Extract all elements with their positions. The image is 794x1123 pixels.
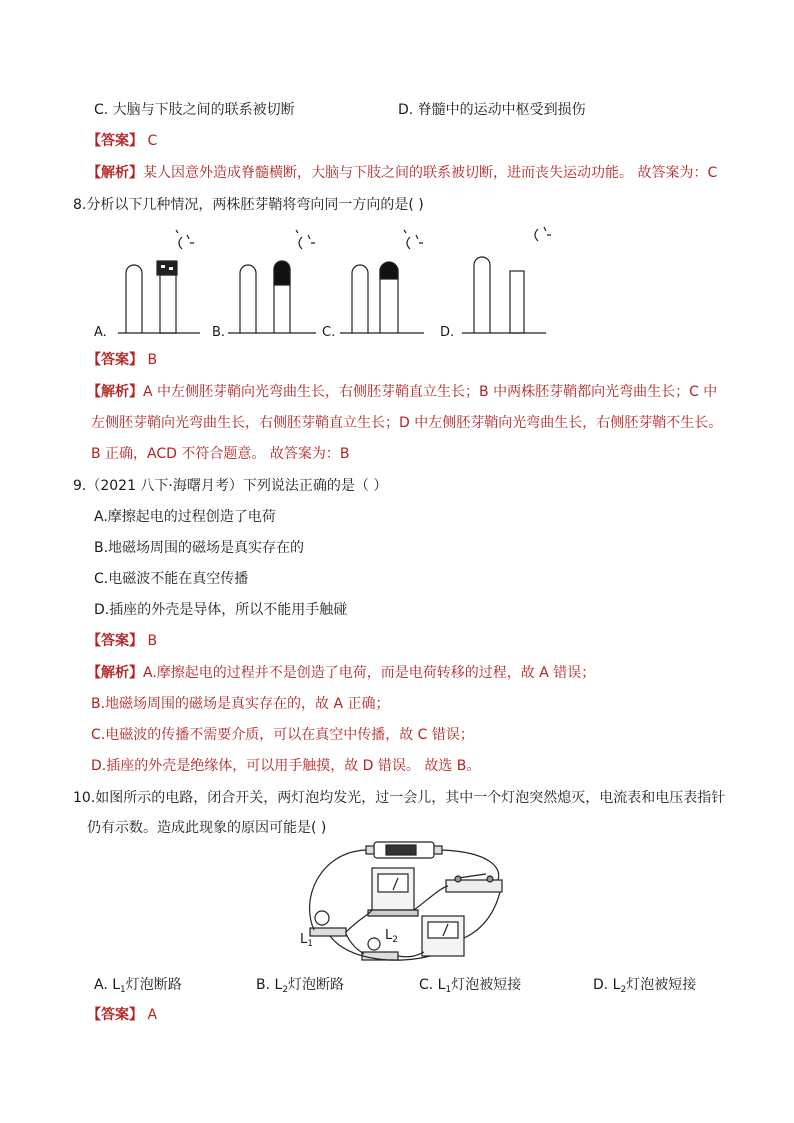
circuit-figure — [290, 838, 510, 966]
answer-label: 【答案】 — [87, 1007, 143, 1023]
q10-option-b: B. $L_2$灯泡断路 — [256, 977, 345, 995]
analysis-label: 【解析】 — [87, 665, 143, 681]
wire — [310, 850, 366, 930]
q8-answer — [87, 350, 157, 370]
wire — [398, 952, 424, 957]
answer-label: 【答案】 — [87, 352, 143, 368]
q9-answer — [87, 631, 157, 651]
wire — [464, 892, 500, 938]
q7-option-c: C. 大脑与下肢之间的联系被切断 — [94, 102, 295, 118]
answer-value: B — [147, 633, 158, 649]
analysis-label: 【解析】 — [87, 165, 143, 181]
figure-label-c: C. — [322, 325, 336, 340]
q8-analysis-line1 — [87, 382, 717, 402]
q10-question-line2: 仍有示数。造成此现象的原因可能是( ) — [87, 820, 327, 836]
switch — [446, 874, 502, 892]
q10-answer — [87, 1005, 157, 1025]
q10-option-d: D. $L_2$灯泡被短接 — [593, 977, 697, 995]
q9-option-d: D.插座的外壳是导体，所以不能用手触碰 — [94, 602, 348, 618]
q10-question-line1: 10.如图所示的电路，闭合开关，两灯泡均发光，过一会儿，其中一个灯泡突然熄灭，电流表和电压表指针 — [73, 790, 726, 806]
q9-analysis-line2: B.地磁场周围的磁场是真实存在的，故 A 正确； — [91, 696, 390, 712]
q9-question: 9.（2021 八下·海曙月考）下列说法正确的是（ ） — [73, 478, 388, 494]
figure-label-b: B. — [212, 325, 226, 340]
q8-analysis-line3: B 正确，ACD 不符合题意。 故答案为：B — [91, 446, 350, 462]
wire — [414, 886, 448, 910]
q9-analysis-line3: C.电磁波的传播不需要介质，可以在真空中传播，故 C 错误； — [91, 727, 474, 743]
answer-label: 【答案】 — [87, 633, 143, 649]
q9-option-c: C.电磁波不能在真空传播 — [94, 571, 249, 587]
circuit-label-l2: $L_2$ — [385, 928, 398, 945]
q9-option-a: A.摩擦起电的过程创造了电荷 — [94, 509, 276, 525]
q9-analysis-line1 — [87, 663, 595, 683]
analysis-label: 【解析】 — [87, 384, 143, 400]
answer-value: B — [147, 352, 158, 368]
q10-option-c: C. $L_1$灯泡被短接 — [419, 977, 522, 995]
figure-label-a: A. — [94, 325, 107, 340]
answer-value: A — [147, 1007, 158, 1023]
q7-answer — [87, 131, 157, 151]
battery — [366, 842, 442, 858]
q8-analysis-line2: 左侧胚芽鞘向光弯曲生长，右侧胚芽鞘直立生长；D 中左侧胚芽鞘向光弯曲生长，右侧胚芽鞘不生长。 — [91, 415, 723, 431]
q7-analysis — [87, 163, 717, 183]
q8-question: 8.分析以下几种情况，两株胚芽鞘将弯向同一方向的是( ) — [73, 197, 424, 213]
q10-option-a: A. $L_1$灯泡断路 — [94, 977, 182, 995]
analysis-text: A.摩擦起电的过程并不是创造了电荷，而是电荷转移的过程，故 A 错误； — [143, 665, 596, 681]
answer-label: 【答案】 — [87, 133, 143, 149]
bulb-l1 — [310, 911, 346, 936]
analysis-text: A 中左侧胚芽鞘向光弯曲生长，右侧胚芽鞘直立生长；B 中两株胚芽鞘都向光弯曲生长；C 中 — [143, 384, 718, 400]
figure-c — [340, 230, 424, 333]
q9-option-b: B.地磁场周围的磁场是真实存在的 — [94, 540, 305, 556]
figure-a — [118, 230, 200, 333]
figure-label-d: D. — [440, 325, 455, 340]
analysis-text: 某人因意外造成脊髓横断，大脑与下肢之间的联系被切断，进而丧失运动功能。 故答案为：C — [143, 165, 718, 181]
q7-option-d: D. 脊髓中的运动中枢受到损伤 — [398, 102, 586, 118]
ammeter — [368, 868, 418, 916]
answer-value: C — [147, 133, 158, 149]
circuit-label-l1: $L_1$ — [300, 932, 313, 949]
figure-d — [462, 225, 551, 333]
wire — [346, 910, 372, 932]
voltmeter — [422, 916, 464, 956]
q9-analysis-line4: D.插座的外壳是绝缘体，可以用手触摸，故 D 错误。 故选 B。 — [91, 758, 481, 774]
figure-b — [228, 230, 316, 333]
